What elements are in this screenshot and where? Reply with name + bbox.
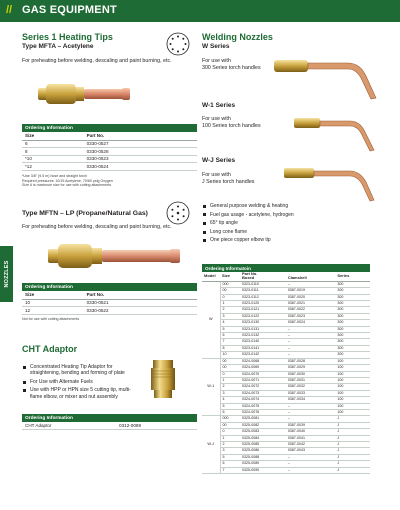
cell-clamshell: – — [286, 454, 336, 460]
cell-boxed: 0324-0068 — [240, 358, 286, 364]
column-header-clamshell: Clamshell — [286, 276, 336, 281]
list-item: General purpose welding & heating — [202, 203, 372, 209]
cell-product: CHT Adaptor — [22, 422, 116, 430]
cell-size: 5 — [220, 454, 240, 460]
column-header-part-no: Part No. — [242, 271, 258, 276]
cell-clamshell: 0387-0042 — [286, 441, 336, 447]
w1-series-heading: W-1 Series — [202, 102, 236, 109]
cell-series: 300 — [335, 281, 370, 287]
cell-series: 300 — [335, 326, 370, 332]
cell-boxed: 0325-0082 — [240, 422, 286, 428]
list-item: Long cone flame — [202, 229, 372, 235]
cell-size: 5 — [220, 403, 240, 409]
note-line: *Use 3/8" (9.5 m) hose and straight torch — [22, 174, 87, 178]
cell-series: 300 — [335, 313, 370, 319]
cell-clamshell: – — [286, 416, 336, 422]
wj-series-heading: W-J Series — [202, 157, 236, 164]
tip-face-icon — [166, 201, 190, 225]
cell-series: J — [335, 461, 370, 467]
cell-size: *10 — [22, 155, 84, 163]
cell-series: J — [335, 429, 370, 435]
cell-boxed: 0323-0131 — [240, 326, 286, 332]
cell-series: J — [335, 422, 370, 428]
cell-boxed: 0323-0132 — [240, 333, 286, 339]
cell-size: 3 — [220, 448, 240, 454]
cell-size: 00 — [220, 365, 240, 371]
cell-series: 300 — [335, 345, 370, 351]
cell-size: 8 — [22, 148, 84, 156]
cell-size: 6 — [220, 461, 240, 467]
cell-clamshell: – — [286, 326, 336, 332]
cht-ordering-table — [22, 414, 197, 430]
heating-tip-lp-image — [42, 236, 192, 276]
w-series-description: For use with 300 Series torch handles — [202, 58, 261, 71]
cell-boxed: 0325-0083 — [240, 429, 286, 435]
mftn-heading: Type MFTN – LP (Propane/Natural Gas) — [22, 210, 148, 217]
mftn-description: For preheating before welding, descaling and paint burning, etc. — [22, 224, 172, 230]
cell-clamshell: 0387-0021 — [286, 301, 336, 307]
table-row — [22, 148, 197, 156]
cell-size: 1 — [220, 301, 240, 307]
cell-boxed: 0323-0122 — [240, 313, 286, 319]
table-row — [202, 467, 370, 473]
cell-boxed: 0324-0073 — [240, 390, 286, 396]
cell-boxed: 0323-0142 — [240, 352, 286, 358]
column-header-size: Size — [22, 291, 84, 299]
cell-clamshell: – — [286, 281, 336, 287]
cell-size: 4 — [220, 320, 240, 326]
cell-boxed: 0324-0076 — [240, 409, 286, 415]
cell-boxed: 0325-0084 — [240, 435, 286, 441]
cell-model: W-J — [202, 416, 220, 474]
tip-face-icon — [166, 32, 190, 56]
cell-clamshell: 0387-0031 — [286, 377, 336, 383]
page-header — [0, 0, 400, 22]
cell-clamshell: 0387-0029 — [286, 365, 336, 371]
cell-size: 10 — [22, 299, 84, 307]
column-header-model: Model — [202, 272, 220, 281]
cell-size: 1 — [220, 435, 240, 441]
nozzle-ordering-table — [202, 264, 370, 474]
cell-size: 7 — [220, 467, 240, 473]
cell-boxed: 0325-0081 — [240, 416, 286, 422]
cell-series: 100 — [335, 377, 370, 383]
cell-boxed: 0323-0111 — [240, 288, 286, 294]
heating-tip-acetylene-image — [30, 74, 140, 114]
cht-bullets — [22, 364, 140, 402]
cell-series: 100 — [335, 371, 370, 377]
nozzle-feature-bullets — [202, 203, 372, 246]
cell-clamshell: 0387-0022 — [286, 307, 336, 313]
cell-size: 000 — [220, 416, 240, 422]
cell-boxed: 0323-0110 — [240, 281, 286, 287]
cell-series: 300 — [335, 333, 370, 339]
cell-boxed: 0324-0075 — [240, 403, 286, 409]
cell-size: 0 — [220, 371, 240, 377]
cell-part-no: 0330-0524 — [84, 163, 197, 171]
cell-size: 6 — [220, 333, 240, 339]
column-header-size: Size — [22, 132, 84, 140]
series1-heading: Series 1 Heating Tips — [22, 32, 113, 42]
series1-notes — [22, 174, 197, 188]
cell-boxed: 0324-0071 — [240, 377, 286, 383]
cell-clamshell: – — [286, 352, 336, 358]
cell-boxed: 0323-0121 — [240, 307, 286, 313]
cell-series: 100 — [335, 384, 370, 390]
table-row — [22, 140, 197, 148]
cell-size: 00 — [220, 288, 240, 294]
mftn-ordering-table — [22, 283, 197, 315]
list-item: Concentrated Heating Tip Adaptor for straightening, bending and forming of plate — [22, 364, 140, 376]
cell-size: 000 — [220, 281, 240, 287]
cht-adaptor-image — [143, 358, 183, 400]
cht-heading: CHT Adaptor — [22, 344, 78, 354]
cell-boxed: 0325-0089 — [240, 461, 286, 467]
column-header-part-no: Part No. — [84, 132, 197, 140]
cell-boxed: 0323-0130 — [240, 320, 286, 326]
cell-clamshell: – — [286, 409, 336, 415]
cell-boxed: 0324-0072 — [240, 384, 286, 390]
list-item: Use with HPP or HPN size 5 cutting tip, multi-flame elbow, or mixer and nut assembly — [22, 387, 140, 399]
cell-size: 12 — [22, 307, 84, 315]
nozzles-subheading: W Series — [202, 43, 230, 50]
cell-clamshell: – — [286, 467, 336, 473]
cell-size: 3 — [220, 313, 240, 319]
wj-nozzle-image — [280, 158, 380, 208]
cell-part-no: 0330-0523 — [84, 155, 197, 163]
cell-size: 6 — [22, 140, 84, 148]
cell-size: 8 — [220, 345, 240, 351]
cell-size: 5 — [220, 326, 240, 332]
w1-nozzle-image — [290, 104, 380, 154]
w1-series-description: For use with 100 Series torch handles — [202, 116, 261, 129]
cell-series: 300 — [335, 307, 370, 313]
cell-size: 7 — [220, 339, 240, 345]
cell-clamshell: 0387-0020 — [286, 294, 336, 300]
cell-series: 300 — [335, 301, 370, 307]
column-header-size: Size — [220, 272, 240, 281]
cell-size: *12 — [22, 163, 84, 171]
cell-series: 300 — [335, 288, 370, 294]
cell-size: 3 — [220, 390, 240, 396]
cell-series: J — [335, 467, 370, 473]
note-line: Size 6 is maximum size for use with cutting attachments — [22, 183, 112, 188]
cell-size: 10 — [220, 352, 240, 358]
cell-boxed: 0325-0088 — [240, 454, 286, 460]
cell-boxed: 0324-0070 — [240, 371, 286, 377]
mftn-note: Not for use with cutting attachments — [22, 317, 80, 321]
cell-series: J — [335, 435, 370, 441]
cell-boxed: 0324-0069 — [240, 365, 286, 371]
cell-boxed: 0325-0085 — [240, 441, 286, 447]
table-row — [22, 155, 197, 163]
w-nozzle-image — [270, 42, 380, 102]
cell-part-no: 0330-0528 — [84, 148, 197, 156]
cell-boxed: 0323-0112 — [240, 294, 286, 300]
series1-ordering-table — [22, 124, 197, 171]
table-row — [22, 299, 197, 307]
cell-series: 100 — [335, 403, 370, 409]
cell-model: W — [202, 281, 220, 358]
cell-clamshell: 0387-0030 — [286, 371, 336, 377]
cell-clamshell: 0387-0039 — [286, 422, 336, 428]
table-caption: Ordering Informatoin — [202, 264, 370, 272]
cell-clamshell: – — [286, 461, 336, 467]
list-item: For Use with Alternate Fuels — [22, 379, 140, 385]
cell-size: 2 — [220, 441, 240, 447]
cell-boxed: 0325-0090 — [240, 467, 286, 473]
series1-description: For preheating before welding, descaling and paint burning, etc. — [22, 58, 172, 64]
cell-series: 100 — [335, 409, 370, 415]
cell-series: 300 — [335, 352, 370, 358]
cell-series: 300 — [335, 294, 370, 300]
cell-clamshell: – — [286, 345, 336, 351]
cell-clamshell: 0387-0043 — [286, 448, 336, 454]
cell-clamshell: 0387-0032 — [286, 384, 336, 390]
header-slashes: // — [6, 4, 13, 16]
side-tab-label: NOZZLES — [3, 260, 10, 288]
cell-clamshell: – — [286, 339, 336, 345]
cell-clamshell: 0387-0023 — [286, 313, 336, 319]
page-title: GAS EQUIPMENT — [22, 4, 117, 16]
cell-size: 2 — [220, 307, 240, 313]
cell-series: 100 — [335, 397, 370, 403]
table-row — [22, 307, 197, 315]
list-item: 65° tip angle — [202, 220, 372, 226]
section-side-tab — [0, 246, 13, 302]
nozzles-heading: Welding Nozzles — [202, 32, 273, 42]
cell-clamshell: – — [286, 333, 336, 339]
series1-subheading: Type MFTA – Acetylene — [22, 43, 94, 50]
cell-size: 0 — [220, 294, 240, 300]
list-item: Fuel gas usage - acetylene, hydrogen — [202, 212, 372, 218]
cell-clamshell: 0387-0040 — [286, 429, 336, 435]
cell-series: 300 — [335, 320, 370, 326]
cell-part-no: 0312-0089 — [116, 422, 197, 430]
list-item: One piece copper elbow tip — [202, 237, 372, 243]
cell-size: 1 — [220, 377, 240, 383]
wj-series-description: For use with J Series torch handles — [202, 172, 255, 185]
cell-size: 6 — [220, 409, 240, 415]
cell-size: 0 — [220, 429, 240, 435]
table-row — [22, 163, 197, 171]
cell-clamshell: 0387-0028 — [286, 358, 336, 364]
column-header-series: Series — [335, 272, 370, 281]
cell-series: J — [335, 441, 370, 447]
table-row — [22, 422, 197, 430]
table-caption: Ordering Information — [22, 124, 197, 132]
note-line: Required pressures: 10/15 Acetylene, 70/80 psig Oxygen — [22, 178, 113, 183]
cell-boxed: 0323-0120 — [240, 301, 286, 307]
cell-series: 100 — [335, 390, 370, 396]
cell-clamshell: 0387-0041 — [286, 435, 336, 441]
cell-series: 300 — [335, 339, 370, 345]
cell-size: 2 — [220, 384, 240, 390]
cell-size: 4 — [220, 397, 240, 403]
cell-part-no: 0330-0527 — [84, 140, 197, 148]
cell-boxed: 0323-0141 — [240, 345, 286, 351]
cell-boxed: 0323-0140 — [240, 339, 286, 345]
cell-series: J — [335, 454, 370, 460]
cell-clamshell: 0387-0033 — [286, 390, 336, 396]
cell-size: 00 — [220, 422, 240, 428]
table-caption: Ordering Information — [22, 283, 197, 291]
cell-series: 100 — [335, 365, 370, 371]
column-header-boxed: Boxed — [240, 276, 286, 281]
cell-boxed: 0324-0074 — [240, 397, 286, 403]
cell-series: 100 — [335, 358, 370, 364]
cell-part-no: 0330-0522 — [84, 307, 197, 315]
cell-clamshell: 0387-0034 — [286, 397, 336, 403]
cell-boxed: 0325-0086 — [240, 448, 286, 454]
cell-part-no: 0330-0521 — [84, 299, 197, 307]
cell-model: W-1 — [202, 358, 220, 416]
cell-clamshell: 0387-0024 — [286, 320, 336, 326]
cell-clamshell: 0387-0019 — [286, 288, 336, 294]
table-caption: Ordering Information — [22, 414, 197, 422]
column-header-part-no: Part No. — [84, 291, 197, 299]
cell-series: J — [335, 448, 370, 454]
cell-series: J — [335, 416, 370, 422]
cell-clamshell: – — [286, 403, 336, 409]
cell-size: 00 — [220, 358, 240, 364]
